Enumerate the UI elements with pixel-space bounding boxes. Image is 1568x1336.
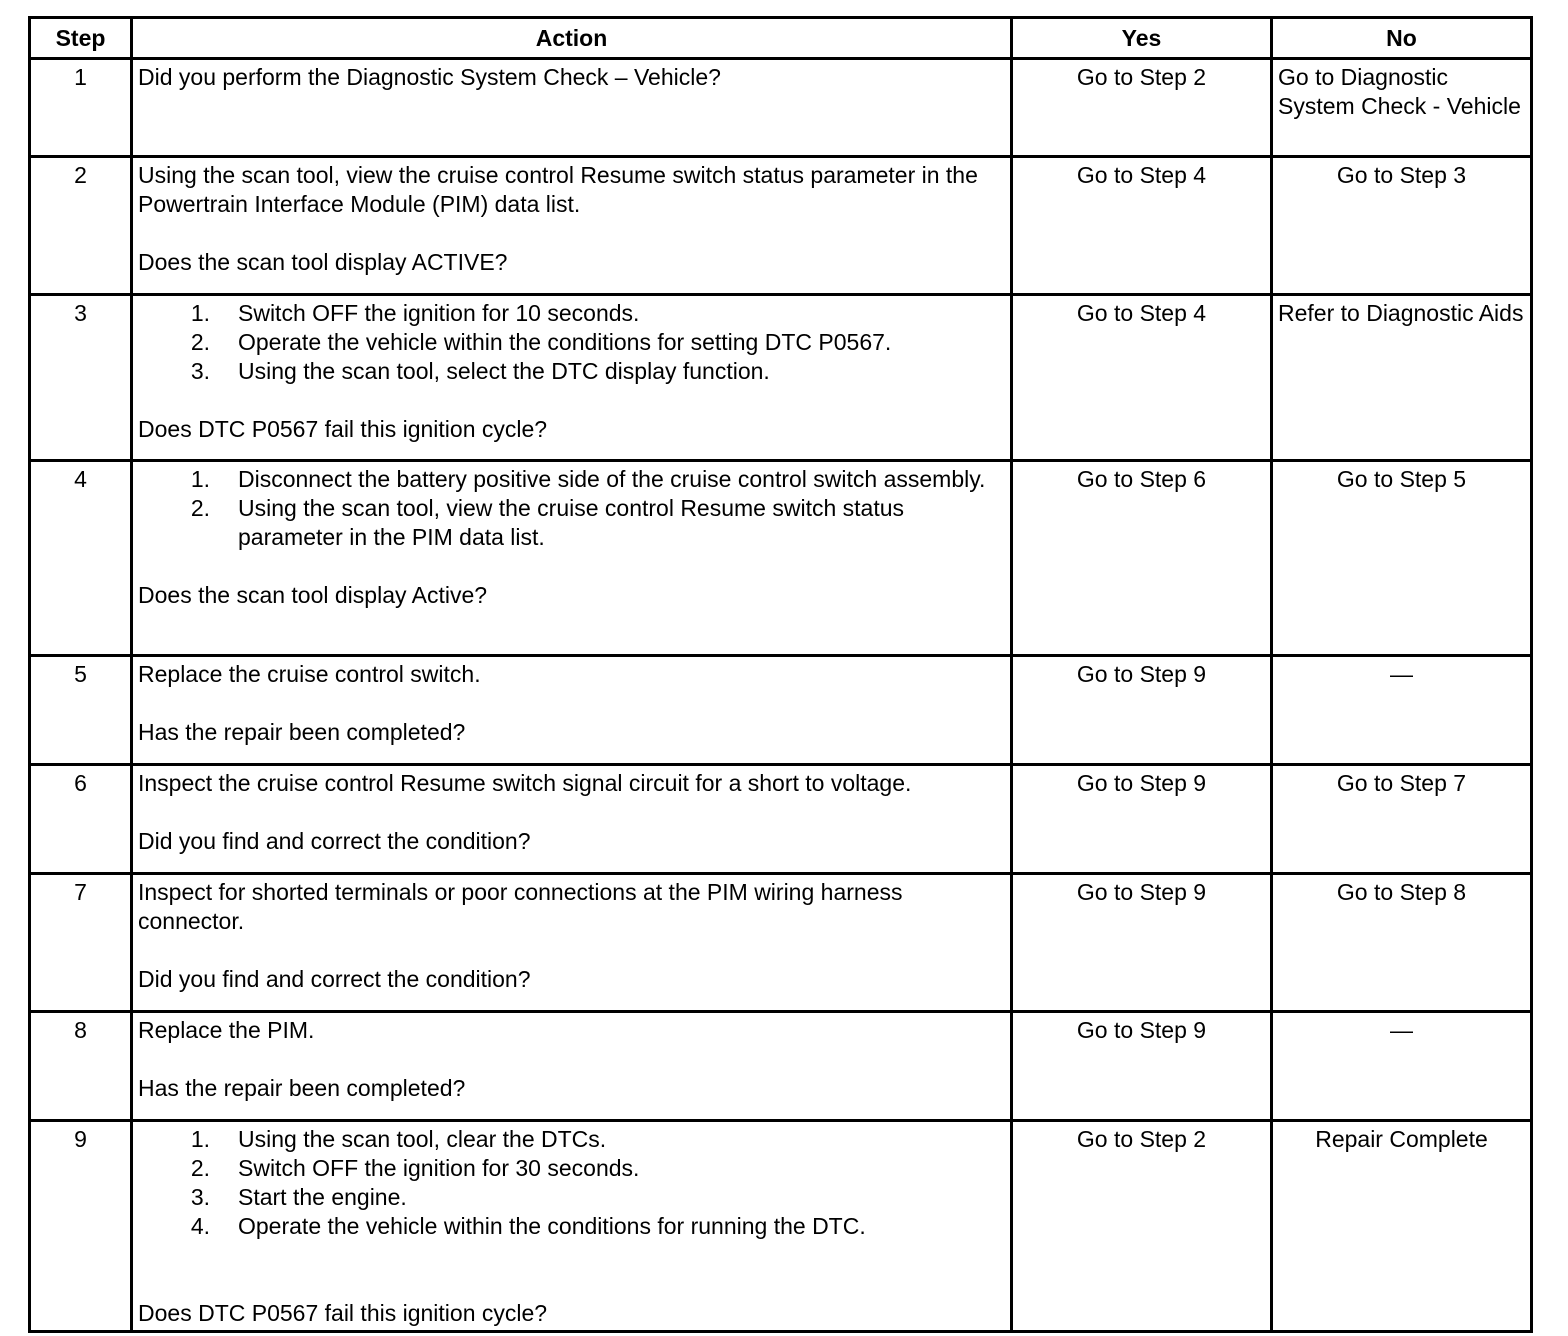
step-number: 4 bbox=[30, 461, 132, 656]
action-cell bbox=[132, 765, 1012, 874]
no-link[interactable]: Go to Step 7 bbox=[1272, 765, 1532, 874]
substep-item: 1. Switch OFF the ignition for 10 seconds. bbox=[190, 300, 640, 326]
table-row bbox=[30, 874, 1532, 1012]
action-question: Does the scan tool display Active? bbox=[138, 582, 488, 608]
action-text: Replace the cruise control switch. bbox=[138, 661, 481, 687]
no-link[interactable]: Refer to Diagnostic Aids bbox=[1272, 295, 1532, 461]
action-cell bbox=[132, 295, 1012, 461]
action-cell bbox=[132, 59, 1012, 157]
table-row bbox=[30, 157, 1532, 295]
substep-item: 2. Operate the vehicle within the conditions for setting DTC P0567. bbox=[190, 329, 892, 355]
no-link[interactable]: Repair Complete bbox=[1272, 1121, 1532, 1332]
yes-link[interactable]: Go to Step 9 bbox=[1012, 765, 1272, 874]
no-link[interactable]: Go to Step 8 bbox=[1272, 874, 1532, 1012]
yes-link[interactable]: Go to Step 2 bbox=[1012, 59, 1272, 157]
action-question: Did you find and correct the condition? bbox=[138, 828, 531, 854]
header-no: No bbox=[1272, 18, 1532, 59]
no-dash: — bbox=[1272, 656, 1532, 765]
table-row bbox=[30, 461, 1532, 656]
yes-link[interactable]: Go to Step 2 bbox=[1012, 1121, 1272, 1332]
substep-item: 2. Using the scan tool, view the cruise control Resume switch status parameter in the PIM data list. bbox=[190, 495, 905, 550]
action-question: Did you find and correct the condition? bbox=[138, 966, 531, 992]
substep-item: 4. Operate the vehicle within the conditions for running the DTC. bbox=[190, 1213, 866, 1239]
action-question: Has the repair been completed? bbox=[138, 719, 466, 745]
step-number: 5 bbox=[30, 656, 132, 765]
table-row bbox=[30, 59, 1532, 157]
table-row bbox=[30, 295, 1532, 461]
step-number: 8 bbox=[30, 1012, 132, 1121]
substep-item: 3. Start the engine. bbox=[190, 1184, 407, 1210]
step-number: 6 bbox=[30, 765, 132, 874]
action-cell bbox=[132, 1012, 1012, 1121]
header-row bbox=[30, 18, 1532, 59]
action-question: Has the repair been completed? bbox=[138, 1075, 466, 1101]
substep-list bbox=[138, 1125, 1005, 1241]
yes-link[interactable]: Go to Step 4 bbox=[1012, 295, 1272, 461]
step-number: 9 bbox=[30, 1121, 132, 1332]
header-step: Step bbox=[30, 18, 132, 59]
header-yes: Yes bbox=[1012, 18, 1272, 59]
action-question: Does DTC P0567 fail this ignition cycle? bbox=[138, 1300, 548, 1326]
substep-item: 1. Disconnect the battery positive side of the cruise control switch assembly. bbox=[190, 466, 986, 492]
substep-item: 1. Using the scan tool, clear the DTCs. bbox=[190, 1126, 607, 1152]
action-cell bbox=[132, 874, 1012, 1012]
yes-link[interactable]: Go to Step 9 bbox=[1012, 1012, 1272, 1121]
action-text: Using the scan tool, view the cruise control Resume switch status parameter in the Powertrain Interface Module (PIM) data list. bbox=[138, 162, 978, 217]
action-question: Does DTC P0567 fail this ignition cycle? bbox=[138, 416, 548, 442]
step-number: 7 bbox=[30, 874, 132, 1012]
step-number: 3 bbox=[30, 295, 132, 461]
substep-item: 2. Switch OFF the ignition for 30 seconds. bbox=[190, 1155, 640, 1181]
no-link[interactable]: Go to Step 5 bbox=[1272, 461, 1532, 656]
action-cell bbox=[132, 461, 1012, 656]
yes-link[interactable]: Go to Step 9 bbox=[1012, 874, 1272, 1012]
action-text: Inspect for shorted terminals or poor connections at the PIM wiring harness connector. bbox=[138, 879, 903, 934]
step-number: 2 bbox=[30, 157, 132, 295]
no-link[interactable]: Go to Diagnostic System Check - Vehicle bbox=[1272, 59, 1532, 157]
table-row bbox=[30, 1121, 1532, 1332]
table-row bbox=[30, 765, 1532, 874]
substep-list bbox=[138, 465, 1005, 552]
action-cell bbox=[132, 1121, 1012, 1332]
header-action: Action bbox=[132, 18, 1012, 59]
action-cell bbox=[132, 656, 1012, 765]
action-text: Did you perform the Diagnostic System Check – Vehicle? bbox=[138, 64, 721, 90]
yes-link[interactable]: Go to Step 4 bbox=[1012, 157, 1272, 295]
no-dash: — bbox=[1272, 1012, 1532, 1121]
table-row bbox=[30, 656, 1532, 765]
action-cell bbox=[132, 157, 1012, 295]
table-row bbox=[30, 1012, 1532, 1121]
yes-link[interactable]: Go to Step 9 bbox=[1012, 656, 1272, 765]
no-link[interactable]: Go to Step 3 bbox=[1272, 157, 1532, 295]
diagnostic-table bbox=[28, 16, 1533, 1333]
yes-link[interactable]: Go to Step 6 bbox=[1012, 461, 1272, 656]
action-question: Does the scan tool display ACTIVE? bbox=[138, 249, 508, 275]
step-number: 1 bbox=[30, 59, 132, 157]
action-text: Inspect the cruise control Resume switch signal circuit for a short to voltage. bbox=[138, 770, 912, 796]
substep-item: 3. Using the scan tool, select the DTC display function. bbox=[190, 358, 770, 384]
action-text: Replace the PIM. bbox=[138, 1017, 315, 1043]
substep-list bbox=[138, 299, 1005, 386]
